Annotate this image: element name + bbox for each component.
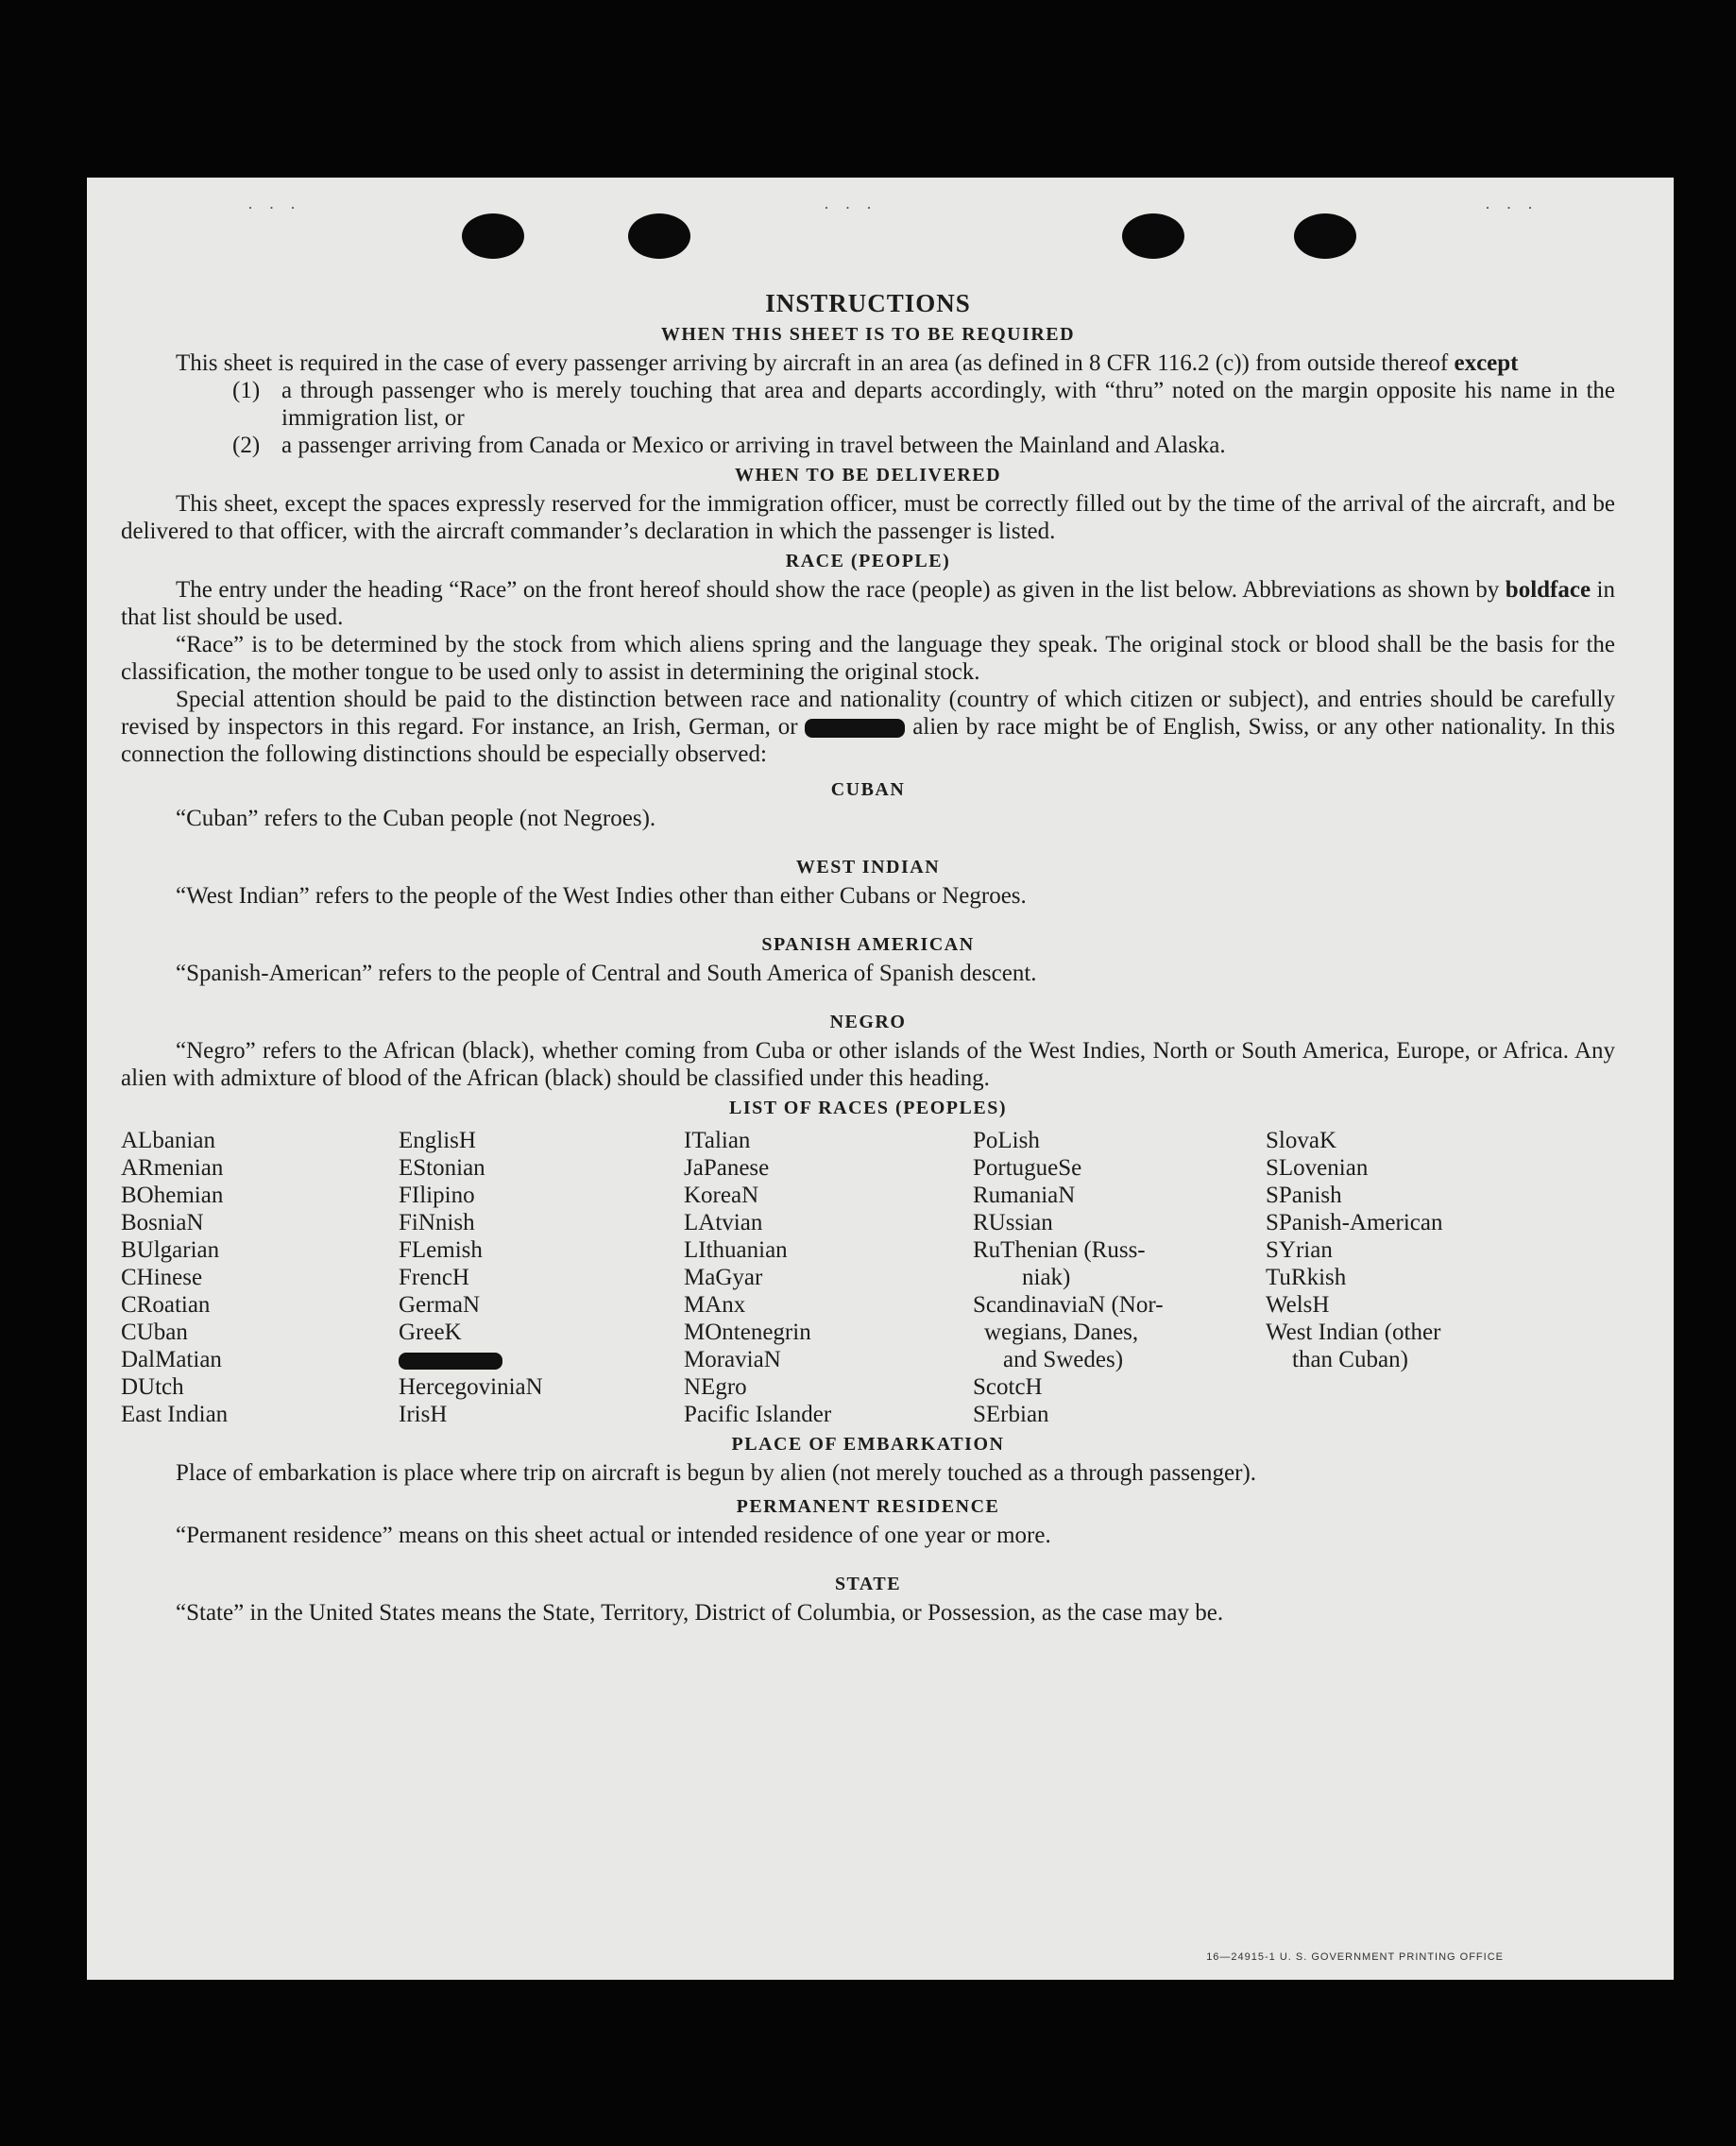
race-entry: CHinese [121,1265,203,1290]
race-entry: MoraviaN [684,1347,781,1372]
race-entry: FIlipino [399,1183,475,1208]
race-entry: FiNnish [399,1210,475,1235]
item-text: a through passenger who is merely touching that area and departs accordingly, with “thru” noted on the margin opposite his name in the immigration list, or [281,378,1615,431]
race-entry: TuRkish [1266,1265,1347,1290]
races-column-2 [399,1127,684,1428]
race-entry: than Cuban) [1292,1347,1408,1372]
races-column-4 [973,1127,1266,1428]
race-entry: PoLish [973,1128,1040,1153]
scan-specks: · · · [1485,198,1539,217]
except-bold: except [1454,350,1519,376]
race-entry: RuThenian (Russ- [973,1237,1146,1263]
redaction-mark [805,719,905,738]
race-entry: LAtvian [684,1210,763,1235]
section-heading-residence: PERMANENT RESIDENCE [736,1496,1000,1517]
race-entry: ScandinaviaN (Nor- [973,1292,1164,1318]
list-of-races-heading: LIST OF RACES (PEOPLES) [728,1098,1007,1118]
race-entry: PortugueSe [973,1155,1082,1181]
section-heading-cuban: CUBAN [830,779,906,800]
race-entry: BUlgarian [121,1237,220,1263]
required-intro [121,349,1615,377]
race-entry: MOntenegrin [684,1320,811,1345]
punch-hole [1122,213,1184,259]
race-entry: ALbanian [121,1128,215,1153]
race-entry: EnglisH [399,1128,476,1153]
negro-text: “Negro” refers to the African (black), whether coming from Cuba or other islands of the West Indies, North or South America, Europe, or Africa. Any alien with admixture of blood of the African (black) should be classified under this heading. [121,1038,1615,1091]
scan-specks: · · · [824,198,877,217]
scan-specks: · · · [247,198,301,217]
cuban-text: “Cuban” refers to the Cuban people (not Negroes). [176,806,656,831]
race-entry: FrencH [399,1265,469,1290]
state-text: “State” in the United States means the State, Territory, District of Columbia, or Possession, as the case may be. [176,1600,1224,1626]
race-entry: DalMatian [121,1347,222,1372]
race-entry: RUssian [973,1210,1053,1235]
section-heading-embarkation: PLACE OF EMBARKATION [731,1434,1005,1455]
race-entry: SPanish [1266,1183,1342,1208]
race-entry: and Swedes) [1003,1347,1124,1372]
race-entry-redacted [399,1346,684,1373]
page-title: INSTRUCTIONS [765,289,971,317]
section-heading-state: STATE [834,1574,902,1594]
item-number: (2) [232,433,261,458]
section-heading-race: RACE (PEOPLE) [785,551,951,571]
item-text: a passenger arriving from Canada or Mexico or arriving in travel between the Mainland and Alaska. [281,433,1226,458]
race-entry: EStonian [399,1155,485,1181]
race-entry: BosniaN [121,1210,204,1235]
delivered-text: This sheet, except the spaces expressly reserved for the immigration officer, must be correctly filled out by the time of the arrival of the aircraft, and be delivered to that officer, with the aircraft commander’s declaration in which the passenger is listed. [121,491,1615,544]
instructions-content [121,289,1615,1627]
race-p1-text-end: in that list should be used. [121,577,1616,630]
race-entry: SlovaK [1266,1128,1336,1153]
race-paragraph-2: “Race” is to be determined by the stock from which aliens spring and the language they speak. The original stock or blood shall be the basis for the classification, the mother tongue to be used only to assist in determining the original stock. [121,632,1615,685]
punch-hole [462,213,524,259]
west-indian-text: “West Indian” refers to the people of the West Indies other than either Cubans or Negroes. [176,883,1027,909]
race-entry: JaPanese [684,1155,770,1181]
race-entry: GreeK [399,1320,462,1345]
section-heading-required: WHEN THIS SHEET IS TO BE REQUIRED [660,324,1076,345]
punch-hole [628,213,690,259]
embarkation-text: Place of embarkation is place where trip on aircraft is begun by alien (not merely touched as a through passenger). [176,1460,1257,1486]
race-entry: ScotcH [973,1374,1043,1400]
race-entry: ARmenian [121,1155,224,1181]
section-heading-delivered: WHEN TO BE DELIVERED [734,465,1002,485]
race-entry: BOhemian [121,1183,224,1208]
boldface-word: boldface [1505,577,1591,603]
race-entry: niak) [1022,1265,1071,1290]
section-heading-spanish-american: SPANISH AMERICAN [761,934,975,955]
race-entry: DUtch [121,1374,184,1400]
exception-item-1 [232,377,1615,432]
item-number: (1) [232,378,261,403]
race-entry: FLemish [399,1237,483,1263]
race-entry: SLovenian [1266,1155,1369,1181]
race-entry: East Indian [121,1402,229,1427]
race-p3-text: Special attention should be paid to the distinction between race and nationality (country of which citizen or subject), and entries should be carefully revised by inspectors in this regard. For instance, an Irish, German, or [121,687,1615,740]
race-entry: KoreaN [684,1183,759,1208]
race-entry: CRoatian [121,1292,211,1318]
race-entry: NEgro [684,1374,747,1400]
race-entry: GermaN [399,1292,481,1318]
races-column-5 [1266,1127,1521,1428]
race-entry: SPanish-American [1266,1210,1443,1235]
printer-imprint: 16—24915-1 U. S. GOVERNMENT PRINTING OFFICE [1206,1951,1504,1963]
race-entry: SYrian [1266,1237,1333,1263]
race-entry: LIthuanian [684,1237,788,1263]
race-entry: SErbian [973,1402,1049,1427]
spanish-american-text: “Spanish-American” refers to the people of Central and South America of Spanish descent. [176,961,1037,986]
punch-hole [1294,213,1356,259]
race-entry: WelsH [1266,1292,1330,1318]
race-entry: IrisH [399,1402,448,1427]
race-entry: CUban [121,1320,188,1345]
race-entry: MAnx [684,1292,746,1318]
section-heading-west-indian: WEST INDIAN [795,857,941,877]
race-entry: MaGyar [684,1265,763,1290]
required-intro-text: This sheet is required in the case of every passenger arriving by aircraft in an area (as defined in 8 CFR 116.2 (c)) from outside thereof [176,350,1455,376]
race-entry: Pacific Islander [684,1402,832,1427]
races-column-3 [684,1127,973,1428]
redaction-mark [399,1353,502,1370]
race-entry: ITalian [684,1128,751,1153]
races-column-1 [121,1127,399,1428]
race-p3-text-end: alien by race might be of English, Swiss, or any other nationality. In this connection the following distinctions should be especially observed: [121,714,1615,767]
section-heading-negro: NEGRO [829,1012,907,1032]
race-paragraph-1 [121,576,1615,631]
exception-item-2 [232,432,1615,459]
race-entry: wegians, Danes, [984,1320,1139,1345]
race-entry: West Indian (other [1266,1320,1441,1345]
race-paragraph-3 [121,686,1615,768]
instruction-sheet [87,178,1674,1980]
race-entry: HercegoviniaN [399,1374,543,1400]
residence-text: “Permanent residence” means on this sheet actual or intended residence of one year or more. [176,1523,1051,1548]
race-entry: RumaniaN [973,1183,1076,1208]
race-p1-text: The entry under the heading “Race” on the front hereof should show the race (people) as given in the list below. Abbreviations as shown by [176,577,1506,603]
races-list [121,1127,1615,1428]
